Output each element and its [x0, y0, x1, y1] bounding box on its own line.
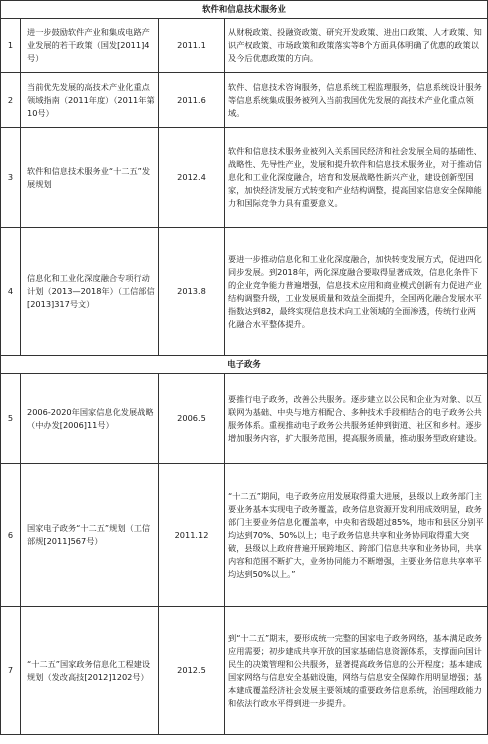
policy-date: 2006.5 — [159, 374, 225, 464]
policy-date: 2011.1 — [159, 19, 225, 73]
section-header-row — [1, 1, 488, 19]
policy-content: 要进一步推动信息化和工业化深度融合，加快转变发展方式，促进四化同步发展。到2018年，两化深度融合要取得显著成效，信息化条件下的企业竞争能力普遍增强，信息技术应用和商业模式创新有力促进产业结构调整升级，工业发展质量和效益全面提升，全国两化融合发展水平指数达到82，最终实现信息技术向工业领域的全面渗透，传统行业两化融合水平整体提升。 — [225, 228, 488, 356]
policy-content: “十二五”期间，电子政务应用发展取得重大进展，县级以上政务部门主要业务基本实现电子政务覆盖，政务信息资源开发利用成效明显，政务部门主要业务信息化覆盖率，中央和省级超过85%，地市和县区分别平均达到70%、50%以上；电子政务信息共享和业务协同取得重大突破，县级以上政府普遍开展跨地区、跨部门信息共享和业务协同，共享内容和范围不断扩大，业务协同能力不断增强，主要业务信息共享率平均达到50%以上。” — [225, 464, 488, 607]
section-title: 软件和信息技术服务业 — [1, 1, 488, 19]
row-number: 7 — [1, 607, 21, 735]
policy-date: 2011.6 — [159, 73, 225, 128]
policy-name: 当前优先发展的高技术产业化重点领域指南（2011年度）（2011年第10号） — [21, 73, 159, 128]
row-number: 5 — [1, 374, 21, 464]
table-row — [1, 73, 488, 128]
row-number: 6 — [1, 464, 21, 607]
policy-date: 2013.8 — [159, 228, 225, 356]
row-number: 4 — [1, 228, 21, 356]
policy-name: “十二五”国家政务信息化工程建设规划（发改高技[2012]1202号） — [21, 607, 159, 735]
section-header-row — [1, 356, 488, 374]
table-row — [1, 464, 488, 607]
policy-content: 从财税政策、投融资政策、研究开发政策、进出口政策、人才政策、知识产权政策、市场政策和政策落实等8个方面具体明确了优惠的政策以及今后优惠政策的方向。 — [225, 19, 488, 73]
table-row — [1, 607, 488, 735]
policy-name: 信息化和工业化深度融合专项行动计划（2013—2018年）（工信部信[2013]317号文） — [21, 228, 159, 356]
row-number: 3 — [1, 128, 21, 228]
policy-name: 进一步鼓励软件产业和集成电路产业发展的若干政策（国发[2011]4号） — [21, 19, 159, 73]
policy-name: 2006-2020年国家信息化发展战略（中办发[2006]11号） — [21, 374, 159, 464]
policy-content: 到“十二五”期末，要形成统一完整的国家电子政务网络，基本满足政务应用需要；初步建成共享开放的国家基础信息资源体系，支撑面向国计民生的决策管理和公共服务，显著提高政务信息的公开程度；基本建成国家网络与信息安全基础设施，网络与信息安全保障作用明显增强；基本建成覆盖经济社会发展主要领域的重要政务信息系统，治国理政能力和依法行政水平得到进一步提升。 — [225, 607, 488, 735]
row-number: 1 — [1, 19, 21, 73]
policy-name: 软件和信息技术服务业“十二五”发展规划 — [21, 128, 159, 228]
table-row — [1, 128, 488, 228]
policy-content: 软件和信息技术服务业被列入关系国民经济和社会发展全局的基础性、战略性、先导性产业，发展和提升软件和信息技术服务业，对于推动信息化和工业化深度融合，培育和发展战略性新兴产业，建设创新型国家，加快经济发展方式转变和产业结构调整，提高国家信息安全保障能力和国际竞争力具有重要意义。 — [225, 128, 488, 228]
policy-date: 2012.5 — [159, 607, 225, 735]
policy-content: 软件、信息技术咨询服务，信息系统工程监理服务，信息系统设计服务等信息系统集成服务被列入当前我国优先发展的高技术产业化重点领域。 — [225, 73, 488, 128]
policy-content: 要推行电子政务，改善公共服务。逐步建立以公民和企业为对象、以互联网为基础、中央与地方相配合、多种技术手段相结合的电子政务公共服务体系。重视推动电子政务公共服务延伸到街道、社区和乡村。逐步增加服务内容，扩大服务范围，提高服务质量，推动服务型政府建设。 — [225, 374, 488, 464]
table-row — [1, 228, 488, 356]
table-row — [1, 19, 488, 73]
policy-date: 2012.4 — [159, 128, 225, 228]
policy-name: 国家电子政务“十二五”规划（工信部规[2011]567号） — [21, 464, 159, 607]
table-row — [1, 374, 488, 464]
policy-date: 2011.12 — [159, 464, 225, 607]
section-title: 电子政务 — [1, 356, 488, 374]
row-number: 2 — [1, 73, 21, 128]
